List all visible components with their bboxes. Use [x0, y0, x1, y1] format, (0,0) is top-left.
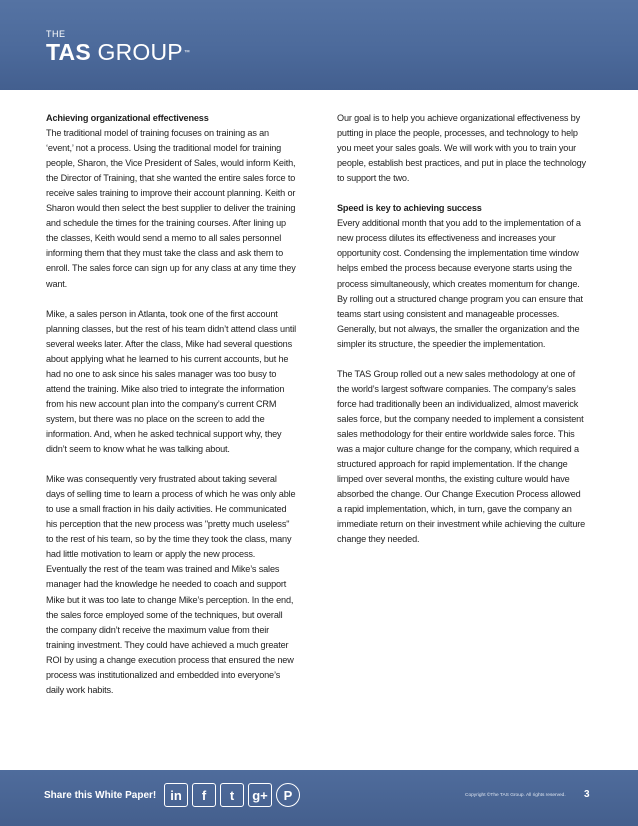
- section-heading-effectiveness: Achieving organizational effectiveness: [46, 113, 209, 123]
- paragraph-mike-frustrated: Mike was consequently very frustrated about taking several days of selling time to learn a process of which he was only able to use a small fraction in his daily activities. He communicated his perception that the new process was "pretty much useless" to the rest of his team, so by the time they took the class, many had little motivation to learn or apply the new process. Eventually the rest of the team was trained and Mike’s sales manager had the knowledge he needed to coach and support Mike but it was too late to change Mike’s perception. In the end, the sales force employed some of the techniques, but overall the company didn’t receive the maximum value from their training investment. They could have achieved a much greater ROI by using a change execution process that ensured the new process was institutionalized and embedded into everyone’s daily work habits.: [46, 474, 296, 695]
- share-label: Share this White Paper!: [44, 790, 157, 801]
- logo-tas-text: TAS: [46, 39, 91, 65]
- paragraph-speed: Every additional month that you add to the implementation of a new process dilutes its effectiveness and increases your opportunity cost. Condensing the implementation time window helps embed the process because everyone starts using the process simultaneously, which creates momentum for change. By rolling out a structured change program you can ensure that teams start using consistent and manageable processes. Generally, but not always, the smaller the organization and the simpler its structure, the speedier the implementation.: [337, 218, 583, 349]
- paragraph-our-goal: Our goal is to help you achieve organizational effectiveness by putting in place the people, processes, and technology to help you meet your sales goals. We will work with you to train your people, establish best practices, and put in place the technology to support the two.: [337, 113, 586, 184]
- linkedin-icon[interactable]: in: [164, 783, 188, 807]
- copyright-text: Copyright ©The TAS Group. All rights reserved.: [465, 793, 566, 798]
- google-plus-icon[interactable]: g+: [248, 783, 272, 807]
- page-number: 3: [584, 789, 590, 800]
- social-share-icons: [164, 783, 304, 807]
- paragraph-traditional-model: The traditional model of training focuses on training as an ‘event,’ not a process. Using the traditional model for training people, Sharon, the Vice President of Sales, would inform Keith, the Director of Training, that she wanted the entire sales force to receive sales training to improve their account planning. Keith or Sharon would then select the best supplier to deliver the training and schedule the times for the training courses. After lining up the classes, Keith would send a memo to all sales personnel informing them that they must take the class and ask them to enroll. The sales force can sign up for any class at any time they want.: [46, 128, 296, 289]
- paragraph-mike-atlanta: Mike, a sales person in Atlanta, took one of the first account planning classes, but the rest of his team didn’t attend class until several weeks later. After the class, Mike had several questions about applying what he learned to his current accounts, but he had no one to ask since his sales manager was too busy to attend the training. Mike also tried to integrate the information from his new account plan into the company’s current CRM system, but there was no place on the screen to add the information. And, when he asked technical support why, they didn’t seem to know what he was talking about.: [46, 308, 297, 455]
- tas-group-logo: [46, 30, 190, 65]
- logo-the-text: THE: [46, 29, 66, 39]
- logo-trademark: ™: [183, 50, 191, 56]
- section-heading-speed: Speed is key to achieving success: [337, 203, 482, 214]
- right-column: [337, 111, 587, 562]
- pinterest-icon[interactable]: P: [276, 783, 300, 807]
- header-banner: [0, 0, 638, 90]
- twitter-icon[interactable]: t: [220, 783, 244, 807]
- left-column: [46, 111, 296, 713]
- logo-wordmark: [46, 39, 190, 65]
- logo-group-text: GROUP: [97, 39, 183, 65]
- paragraph-tas-rollout: The TAS Group rolled out a new sales methodology at one of the world’s largest software companies. The company’s sales force had traditionally been an individualized, almost maverick sales force, but the company needed to implement a consistent sales methodology for their entire worldwide sales force. This was a major culture change for the company, which required a structured approach for rapid implementation. If the change limped over several months, the existing culture would have absorbed the change. Our Change Execution Process allowed a rapid implementation, which, in turn, gave the company an immediate return on their investment while achieving the culture change they needed.: [337, 368, 586, 545]
- footer-bar: [0, 770, 638, 826]
- facebook-icon[interactable]: f: [192, 783, 216, 807]
